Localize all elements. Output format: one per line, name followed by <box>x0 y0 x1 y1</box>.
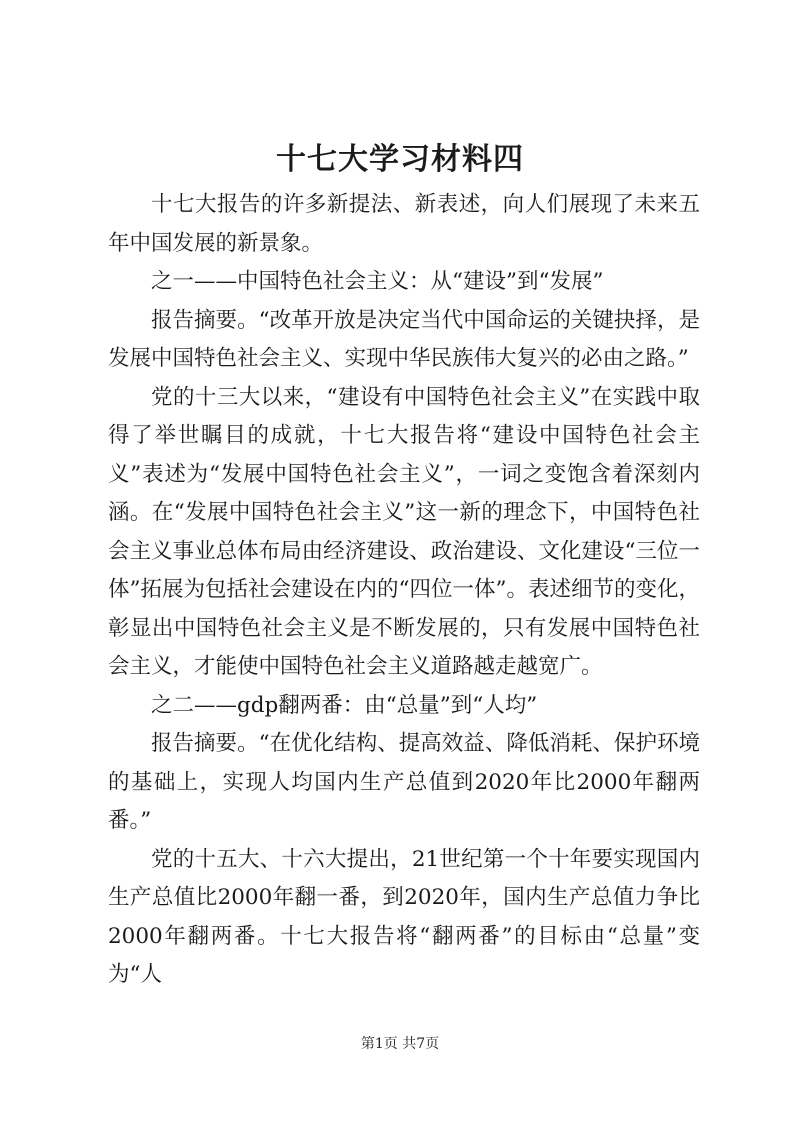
paragraph-body-2: 党的十五大、十六大提出，21世纪第一个十年要实现国内生产总值比2000年翻一番，到2020年，国内生产总值力争比2000年翻两番。十七大报告将“翻两番”的目标由“总量”变为“人 <box>108 846 700 987</box>
paragraph-report-summary-2: 报告摘要。“在优化结构、提高效益、降低消耗、保护环境的基础上，实现人均国内生产总值到2020年比2000年翻两番。” <box>108 731 700 833</box>
page-number: 第1页 共7页 <box>360 1036 440 1052</box>
paragraph-body-1: 党的十三大以来，“建设有中国特色社会主义”在实践中取得了举世瞩目的成就，十七大报告将“建设中国特色社会主义”表述为“发展中国特色社会主义”，一词之变饱含着深刻内涵。在“发展中国特色社会主义”这一新的理念下，中国特色社会主义事业总体布局由经济建设、政治建设、文化建设“三位一体”拓展为包括社会建设在内的“四位一体”。表述细节的变化，彰显出中国特色社会主义是不断发展的，只有发展中国特色社会主义，才能使中国特色社会主义道路越走越宽广。 <box>108 384 700 679</box>
paragraph-intro: 十七大报告的许多新提法、新表述，向人们展现了未来五年中国发展的新景象。 <box>108 192 700 256</box>
section-heading-2: 之二——gdp翻两番：由“总量”到“人均” <box>151 692 538 718</box>
paragraph-report-summary-1: 报告摘要。“改革开放是决定当代中国命运的关键抉择，是发展中国特色社会主义、实现中华民族伟大复兴的必由之路。” <box>108 307 700 371</box>
section-heading-1: 之一——中国特色社会主义：从“建设”到“发展” <box>151 269 604 294</box>
page-footer <box>0 1034 800 1054</box>
document-title: 十七大学习材料四 <box>276 142 524 177</box>
document-body <box>108 186 700 995</box>
